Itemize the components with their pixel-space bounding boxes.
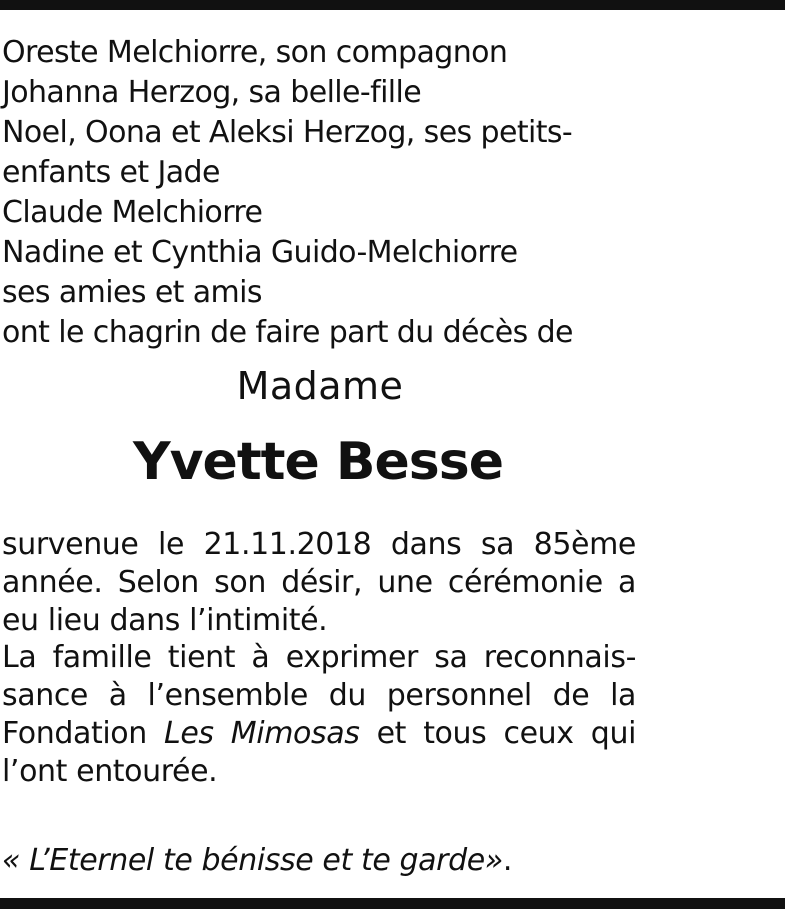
family-line: Claude Melchiorre	[2, 195, 263, 230]
family-line: enfants et Jade	[2, 155, 220, 190]
body-line: eu lieu dans l’intimité.	[2, 602, 328, 638]
family-line: ses amies et amis	[2, 275, 262, 310]
honorific-title: Madame	[236, 364, 404, 408]
notice-body	[2, 526, 636, 791]
top-border-rule	[0, 0, 785, 10]
body-line-foundation	[2, 715, 636, 753]
quote-period: .	[502, 843, 513, 878]
announcement-line: ont le chagrin de faire part du décès de	[2, 315, 573, 350]
body-line: survenue le 21.11.2018 dans sa 85ème	[2, 527, 636, 562]
foundation-name: Les Mimosas	[164, 715, 360, 751]
bottom-border-rule	[0, 898, 785, 909]
blessing-quote	[2, 842, 512, 880]
family-line: Noel, Oona et Aleksi Herzog, ses petits-	[2, 115, 573, 150]
body-line: sance à l’ensemble du personnel de la	[2, 678, 636, 714]
body-text: Fondation	[2, 715, 165, 751]
family-line: Johanna Herzog, sa belle-fille	[2, 75, 422, 110]
family-line: Oreste Melchiorre, son compagnon	[2, 35, 508, 70]
body-line: l’ont entourée.	[2, 753, 218, 789]
body-line: La famille tient à exprimer sa reconnais-	[2, 640, 636, 676]
quote-text: « L’Eternel te bénisse et te garde»	[2, 843, 503, 878]
family-line: Nadine et Cynthia Guido-Melchiorre	[2, 235, 518, 270]
body-text: et tous ceux qui	[359, 715, 636, 751]
body-line: année. Selon son désir, une cérémonie a	[2, 564, 636, 600]
family-list	[2, 33, 642, 353]
deceased-name: Yvette Besse	[133, 432, 503, 492]
